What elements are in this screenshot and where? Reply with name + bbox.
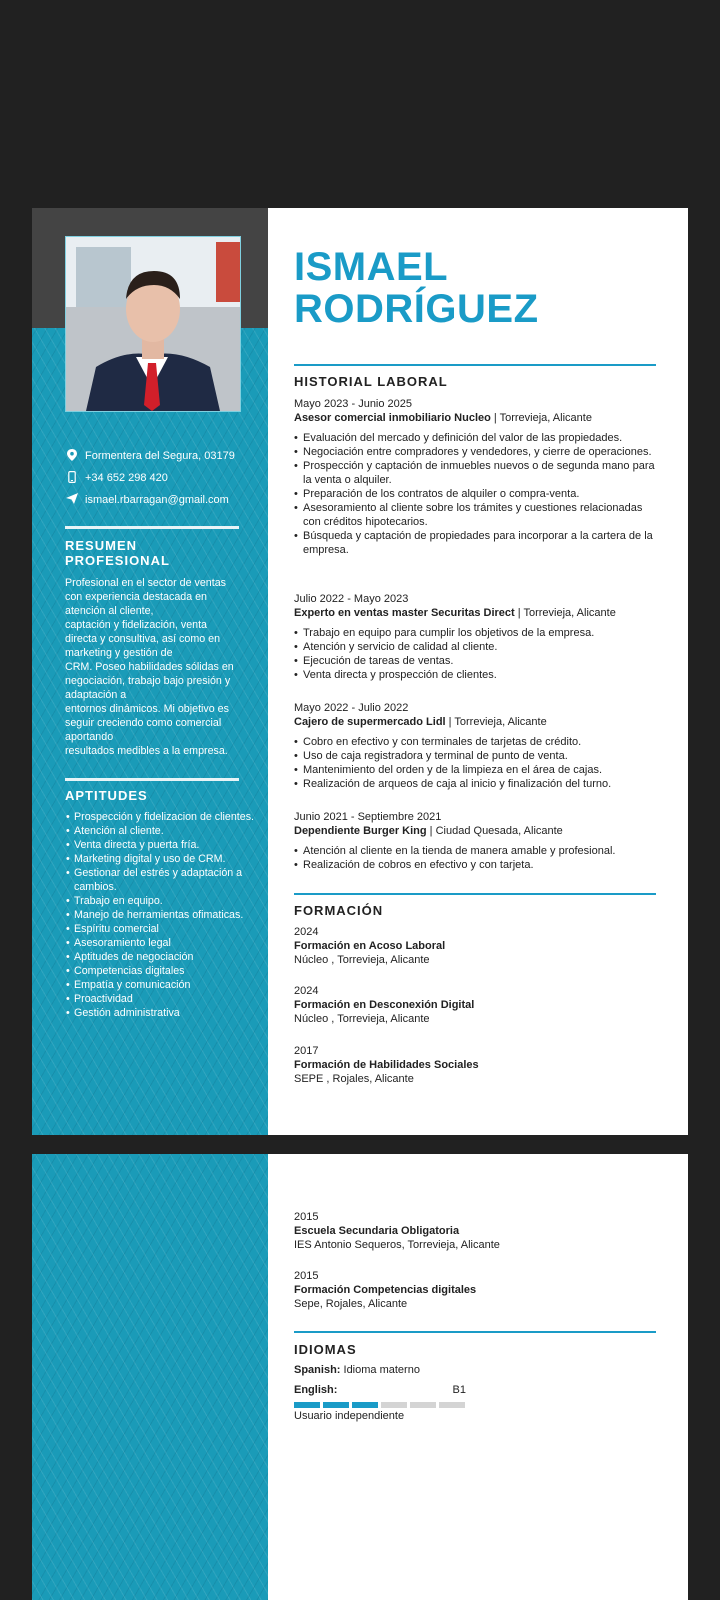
education-entry	[294, 984, 656, 1026]
contact-phone	[65, 467, 235, 489]
summary-line: Profesional en el sector de ventas	[65, 577, 227, 589]
education-entry	[294, 1044, 656, 1086]
contact-address	[65, 445, 235, 467]
last-name: RODRÍGUEZ	[294, 287, 539, 331]
education-place: IES Antonio Sequeros, Torrevieja, Alicante	[294, 1239, 500, 1251]
summary-line: directa y consultiva, así como en	[65, 633, 221, 645]
education-place: SEPE , Rojales, Alicante	[294, 1073, 414, 1085]
summary-line: entornos dinámicos. Mi objetivo es	[65, 703, 229, 715]
job-place: | Torrevieja, Alicante	[514, 607, 616, 619]
summary-line: adaptación a	[65, 689, 127, 701]
phone-text[interactable]: +34 652 298 420	[85, 472, 168, 484]
send-icon	[65, 493, 79, 507]
education-place: Núcleo , Torrevieja, Alicante	[294, 1013, 430, 1025]
language-label: Spanish:	[294, 1364, 341, 1376]
job-role-line	[294, 824, 656, 838]
resume-page-2	[32, 1154, 688, 1600]
job-entry	[294, 701, 656, 791]
language-spanish	[294, 1364, 420, 1376]
summary-line: captación y fidelización, venta	[65, 619, 207, 631]
job-role: Experto en ventas master Securitas Direct	[294, 607, 515, 619]
job-date: Mayo 2022 - Julio 2022	[294, 702, 409, 714]
skill-item: • Empatía y comunicación	[74, 978, 254, 992]
job-bullet: • Asesoramiento al cliente sobre los trámites y cuestiones relacionadas con créditos hipotecarios.	[303, 501, 656, 529]
job-entry	[294, 592, 656, 682]
language-code: B1	[452, 1384, 466, 1396]
work-heading: HISTORIAL LABORAL	[294, 374, 448, 389]
job-bullet: • Venta directa y prospección de clientes.	[303, 668, 656, 682]
job-entry	[294, 397, 656, 557]
education-year: 2015	[294, 1211, 319, 1223]
job-bullet: • Prospección y captación de inmuebles nuevos o de segunda mano para la venta o alquiler.	[303, 459, 656, 487]
summary-heading: RESUMEN PROFESIONAL	[65, 538, 170, 568]
language-desc: Usuario independiente	[294, 1410, 405, 1422]
education-name: Escuela Secundaria Obligatoria	[294, 1225, 460, 1237]
job-bullet: • Preparación de los contratos de alquiler o compra-venta.	[303, 487, 656, 501]
job-bullet: • Realización de arqueos de caja al inicio y finalización del turno.	[303, 777, 656, 791]
language-level: Idioma materno	[340, 1364, 420, 1376]
skill-item: • Proactividad	[74, 992, 254, 1006]
sidebar	[32, 1154, 268, 1600]
job-bullet: • Búsqueda y captación de propiedades para incorporar a la cartera de la empresa.	[303, 529, 656, 557]
language-level-bar	[294, 1402, 474, 1408]
job-bullet: • Cobro en efectivo y con terminales de tarjetas de crédito.	[303, 735, 656, 749]
job-date: Mayo 2023 - Junio 2025	[294, 398, 413, 410]
skill-item: • Prospección y fidelizacion de clientes.	[74, 810, 254, 824]
education-heading: FORMACIÓN	[294, 903, 384, 918]
job-bullets	[294, 844, 656, 872]
education-year: 2017	[294, 1045, 319, 1057]
skill-item: • Trabajo en equipo.	[74, 894, 254, 908]
skill-item: • Manejo de herramientas ofimaticas.	[74, 908, 254, 922]
education-entry	[294, 1269, 656, 1311]
section-divider	[294, 364, 656, 366]
summary-line: marketing y gestión de	[65, 647, 173, 659]
job-bullet: • Negociación entre compradores y vendedores, y cierre de operaciones.	[303, 445, 656, 459]
skill-item: • Gestionar del estrés y adaptación a cambios.	[74, 866, 254, 894]
summary-line: seguir creciendo como comercial	[65, 717, 222, 729]
languages-heading: IDIOMAS	[294, 1342, 357, 1357]
summary-line: CRM. Poseo habilidades sólidas en	[65, 661, 234, 673]
job-role: Cajero de supermercado Lidl	[294, 716, 446, 728]
job-bullets	[294, 626, 656, 682]
contact-info	[65, 445, 235, 511]
skill-item: • Atención al cliente.	[74, 824, 254, 838]
phone-icon	[65, 471, 79, 486]
email-text[interactable]: ismael.rbarragan@gmail.com	[85, 494, 229, 506]
job-bullet: • Atención y servicio de calidad al cliente.	[303, 640, 656, 654]
education-name: Formación de Habilidades Sociales	[294, 1059, 479, 1071]
summary-text	[65, 576, 243, 758]
skill-item: • Gestión administrativa	[74, 1006, 254, 1020]
contact-email	[65, 489, 235, 511]
skills-list	[65, 810, 254, 1020]
profile-photo-image	[66, 237, 240, 411]
job-role-line	[294, 411, 656, 425]
language-level-segment	[323, 1402, 349, 1408]
summary-line: resultados medibles a la empresa.	[65, 745, 228, 757]
profile-photo	[65, 236, 241, 412]
education-year: 2015	[294, 1270, 319, 1282]
job-role: Asesor comercial inmobiliario Nucleo	[294, 412, 491, 424]
location-pin-icon	[65, 449, 79, 464]
summary-line: negociación, trabajo bajo presión y	[65, 675, 231, 687]
skills-heading: APTITUDES	[65, 788, 148, 803]
job-date: Junio 2021 - Septiembre 2021	[294, 811, 442, 823]
skill-item: • Marketing digital y uso de CRM.	[74, 852, 254, 866]
skill-item: • Espíritu comercial	[74, 922, 254, 936]
sidebar-divider	[65, 778, 239, 781]
address-text: Formentera del Segura, 03179	[85, 450, 235, 462]
job-place: | Torrevieja, Alicante	[445, 716, 547, 728]
job-bullet: • Trabajo en equipo para cumplir los objetivos de la empresa.	[303, 626, 656, 640]
language-english	[294, 1384, 466, 1396]
resume-page-1	[32, 208, 688, 1135]
sidebar-divider	[65, 526, 239, 529]
job-bullet: • Evaluación del mercado y definición del valor de las propiedades.	[303, 431, 656, 445]
skill-item: • Venta directa y puerta fría.	[74, 838, 254, 852]
section-divider	[294, 1331, 656, 1333]
job-place: | Ciudad Quesada, Alicante	[426, 825, 563, 837]
education-place: Sepe, Rojales, Alicante	[294, 1298, 408, 1310]
education-year: 2024	[294, 926, 319, 938]
job-place: | Torrevieja, Alicante	[490, 412, 592, 424]
language-level-segment	[352, 1402, 378, 1408]
section-divider	[294, 893, 656, 895]
language-label: English:	[294, 1384, 338, 1396]
education-entry	[294, 925, 656, 967]
summary-line: con experiencia destacada en	[65, 591, 208, 603]
job-role: Dependiente Burger King	[294, 825, 427, 837]
education-entry	[294, 1210, 656, 1252]
job-bullets	[294, 431, 656, 557]
job-role-line	[294, 606, 656, 620]
education-name: Formación en Acoso Laboral	[294, 940, 446, 952]
job-role-line	[294, 715, 656, 729]
language-level-segment	[294, 1402, 320, 1408]
job-bullet: • Ejecución de tareas de ventas.	[303, 654, 656, 668]
first-name: ISMAEL	[294, 245, 449, 289]
job-bullets	[294, 735, 656, 791]
education-year: 2024	[294, 985, 319, 997]
summary-line: atención al cliente,	[65, 605, 154, 617]
summary-line: aportando	[65, 731, 114, 743]
name-heading	[294, 246, 539, 330]
education-name: Formación en Desconexión Digital	[294, 999, 475, 1011]
job-bullet: • Realización de cobros en efectivo y con tarjeta.	[303, 858, 656, 872]
skill-item: • Competencias digitales	[74, 964, 254, 978]
job-date: Julio 2022 - Mayo 2023	[294, 593, 409, 605]
job-entry	[294, 810, 656, 872]
language-level-segment	[381, 1402, 407, 1408]
job-bullet: • Atención al cliente en la tienda de manera amable y profesional.	[303, 844, 656, 858]
job-bullet: • Mantenimiento del orden y de la limpieza en el área de cajas.	[303, 763, 656, 777]
education-place: Núcleo , Torrevieja, Alicante	[294, 954, 430, 966]
education-name: Formación Competencias digitales	[294, 1284, 477, 1296]
language-level-segment	[410, 1402, 436, 1408]
skill-item: • Asesoramiento legal	[74, 936, 254, 950]
language-level-segment	[439, 1402, 465, 1408]
job-bullet: • Uso de caja registradora y terminal de punto de venta.	[303, 749, 656, 763]
skill-item: • Aptitudes de negociación	[74, 950, 254, 964]
